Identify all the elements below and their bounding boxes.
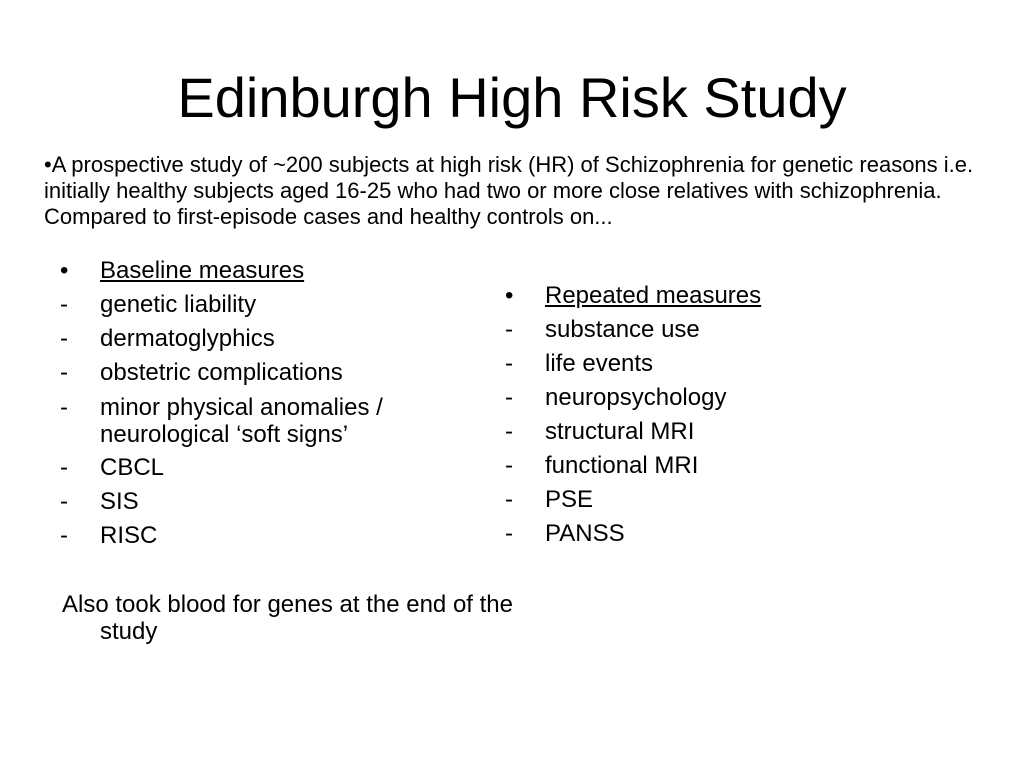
list-item-text: functional MRI (545, 452, 699, 479)
intro-paragraph: •A prospective study of ~200 subjects at high risk (HR) of Schizophrenia for genetic reasons i.e. initially healthy subjects aged 16-25 who had two or more close relatives with schizophrenia. Compared to first-episode cases and healthy controls on... (44, 152, 974, 229)
list-item-text: CBCL (100, 454, 165, 481)
list-item (503, 347, 923, 381)
baseline-measures-heading: Baseline measures (100, 257, 305, 284)
dash-marker: - (60, 522, 68, 549)
list-item-text: substance use (545, 316, 700, 343)
list-item (58, 451, 478, 485)
list-item-text: neuropsychology (545, 384, 727, 411)
repeated-measures-column (503, 279, 923, 551)
baseline-heading-row (58, 254, 478, 288)
list-item (503, 381, 923, 415)
list-item (58, 390, 478, 451)
dash-marker: - (505, 486, 513, 513)
dash-marker: - (505, 452, 513, 479)
list-item-text: PANSS (545, 520, 625, 547)
list-item-text: dermatoglyphics (100, 325, 275, 352)
dash-marker: - (60, 359, 68, 386)
list-item-text: structural MRI (545, 418, 695, 445)
dash-marker: - (60, 325, 68, 352)
dash-marker: - (505, 520, 513, 547)
list-item-text: RISC (100, 522, 158, 549)
list-item (58, 485, 478, 519)
baseline-measures-column (58, 254, 513, 645)
list-item-text: PSE (545, 486, 594, 513)
bullet-marker: • (60, 257, 69, 284)
list-item (58, 322, 478, 356)
list-item-text: genetic liability (100, 291, 257, 318)
repeated-measures-heading: Repeated measures (545, 282, 762, 309)
blood-note: Also took blood for genes at the end of the study (62, 591, 513, 645)
list-item (58, 356, 478, 390)
dash-marker: - (505, 384, 513, 411)
dash-marker: - (505, 316, 513, 343)
list-item (503, 415, 923, 449)
list-item-text: minor physical anomalies / neurological ‘soft signs’ (100, 394, 383, 448)
list-item (503, 449, 923, 483)
list-item (58, 519, 478, 553)
dash-marker: - (505, 350, 513, 377)
slide-title: Edinburgh High Risk Study (177, 66, 847, 129)
dash-marker: - (60, 454, 68, 481)
list-item-text: SIS (100, 488, 139, 515)
bullet-marker: • (505, 282, 514, 309)
dash-marker: - (60, 488, 68, 515)
list-item (503, 313, 923, 347)
list-item-text: obstetric complications (100, 359, 343, 386)
list-item (503, 517, 923, 551)
list-item (58, 288, 478, 322)
dash-marker: - (60, 394, 68, 421)
dash-marker: - (60, 291, 68, 318)
list-item-text: life events (545, 350, 654, 377)
dash-marker: - (505, 418, 513, 445)
repeated-heading-row (503, 279, 923, 313)
list-item (503, 483, 923, 517)
